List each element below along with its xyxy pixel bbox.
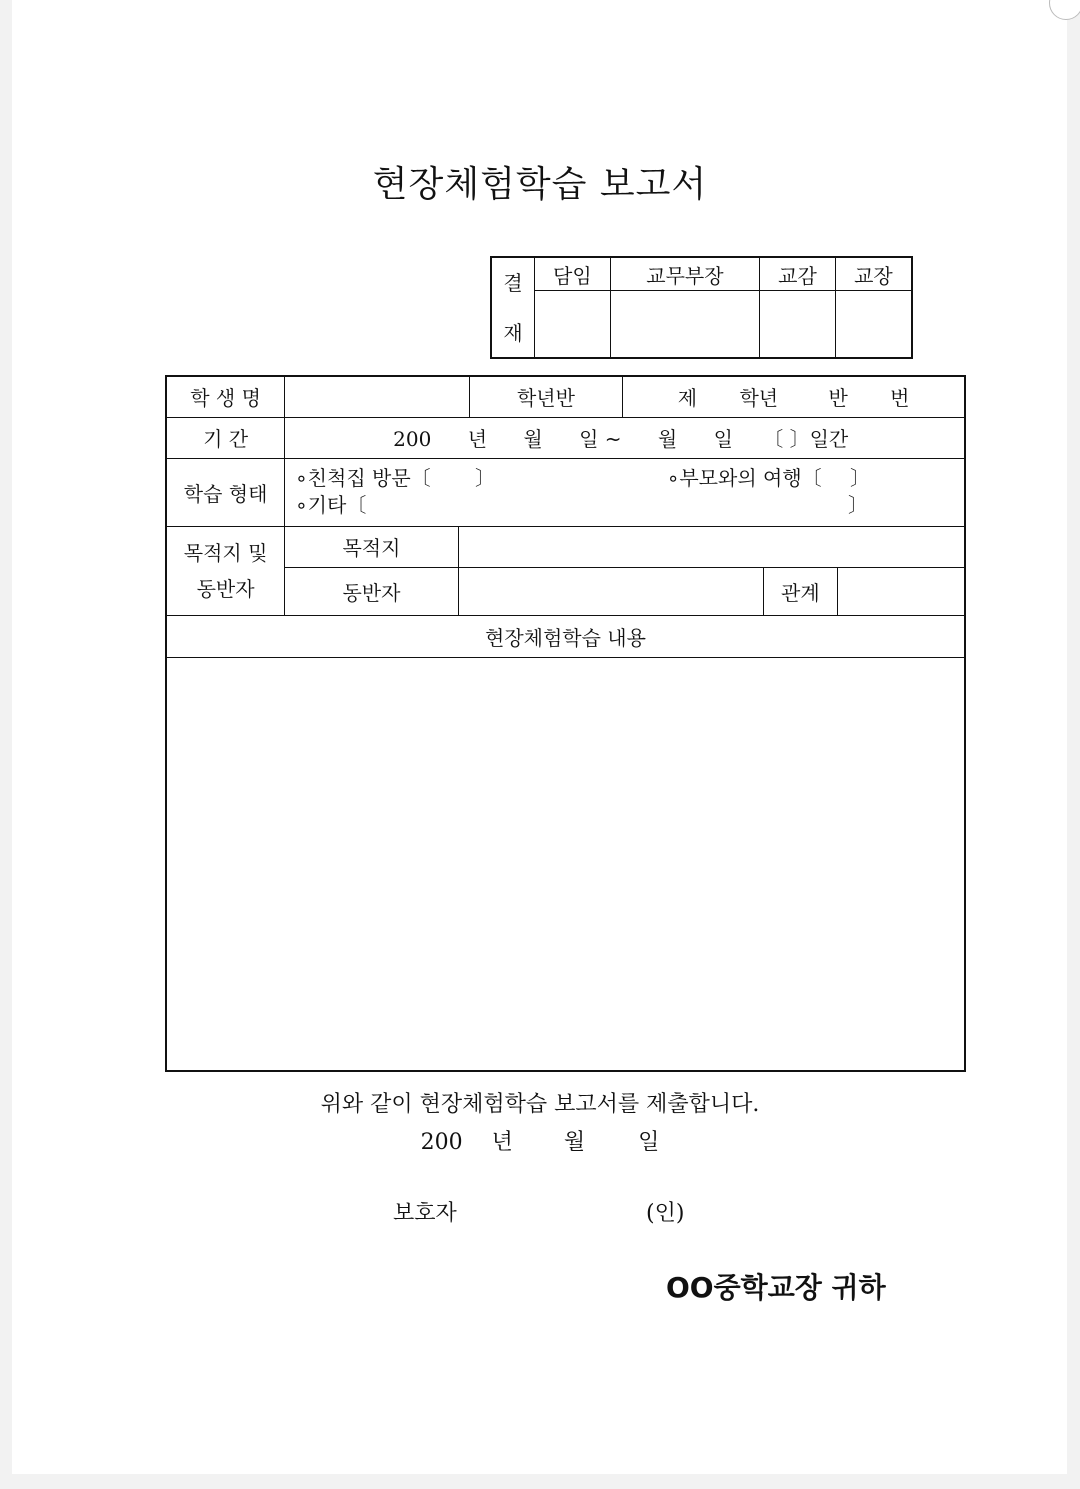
- grade-unit: 학년: [739, 386, 779, 411]
- addressee: OO중학교장 귀하: [666, 1271, 886, 1304]
- approval-col-principal: 교장: [835, 257, 912, 291]
- period-day1-unit: 일 ~: [579, 427, 622, 451]
- scroll-corner-indicator: [1049, 0, 1080, 20]
- submission-statement: 위와 같이 현장체험학습 보고서를 제출합니다.: [320, 1092, 760, 1117]
- companion-label: 동반자: [285, 567, 459, 615]
- relative-visit-label: ∘친척집 방문〔: [295, 466, 431, 490]
- destination-field[interactable]: [458, 526, 965, 567]
- relative-visit-close: 〕: [475, 466, 495, 490]
- parent-trip-label: ∘부모와의 여행〔: [666, 466, 822, 490]
- content-field[interactable]: [166, 657, 965, 1071]
- student-name-label: 학 생 명: [166, 376, 285, 417]
- approval-col-vice-principal: 교감: [760, 257, 836, 291]
- submission-date: [0, 1125, 1080, 1156]
- learning-type-line-2: [295, 492, 964, 519]
- student-name-field[interactable]: [285, 376, 470, 417]
- class-unit: 반: [828, 386, 848, 411]
- relative-visit-option[interactable]: [295, 465, 495, 492]
- destination-label: 목적지: [285, 526, 459, 567]
- approval-sign-principal[interactable]: [835, 291, 912, 359]
- submission-date-year-unit: 년: [491, 1130, 513, 1155]
- period-year-unit: 년: [467, 427, 488, 451]
- parent-trip-close: 〕: [850, 466, 870, 490]
- destination-group-label: [166, 526, 285, 615]
- destination-group-label-2: 동반자: [196, 576, 255, 601]
- period-days-bracket: 〔 〕일간: [763, 427, 849, 451]
- number-unit: 번: [890, 386, 910, 411]
- guardian-seal: (인): [646, 1201, 685, 1226]
- approval-label-top: 결: [503, 270, 523, 295]
- parent-trip-option[interactable]: [667, 465, 870, 492]
- period-month1-unit: 월: [523, 427, 543, 451]
- approval-sign-vice-principal[interactable]: [760, 291, 836, 359]
- approval-col-homeroom: 담임: [535, 257, 611, 291]
- guardian-label: 보호자: [393, 1201, 457, 1226]
- other-option-close: 〕: [848, 493, 868, 517]
- approval-sign-academic-head[interactable]: [610, 291, 759, 359]
- submission-date-year: 200: [420, 1130, 463, 1155]
- relation-field[interactable]: [837, 567, 965, 615]
- destination-group-label-1: 목적지 및: [183, 540, 268, 565]
- submission-date-month-unit: 월: [563, 1130, 586, 1155]
- period-label: 기 간: [166, 417, 285, 458]
- grade-je: 제: [677, 386, 698, 411]
- learning-type-line-1: [295, 465, 964, 492]
- period-year-prefix: 200: [393, 427, 432, 451]
- grade-class-field[interactable]: [623, 376, 965, 417]
- relation-label: 관계: [763, 567, 837, 615]
- approval-label: [491, 257, 535, 358]
- other-option-label[interactable]: ∘기타〔: [295, 493, 367, 517]
- content-header: 현장체험학습 내용: [166, 615, 965, 657]
- learning-type-label: 학습 형태: [166, 458, 285, 526]
- companion-field[interactable]: [458, 567, 763, 615]
- approval-label-bottom: 재: [503, 320, 523, 345]
- document-title: 현장체험학습 보고서: [372, 164, 708, 205]
- grade-class-label: 학년반: [469, 376, 623, 417]
- approval-table: [490, 256, 913, 359]
- learning-type-field[interactable]: [285, 458, 965, 526]
- report-form-table: [165, 375, 966, 1072]
- approval-sign-homeroom[interactable]: [535, 291, 611, 359]
- approval-col-academic-head: 교무부장: [610, 257, 759, 291]
- submission-date-day-unit: 일: [638, 1130, 660, 1155]
- period-day2-unit: 일: [713, 427, 733, 451]
- period-field[interactable]: [285, 417, 965, 458]
- period-month2-unit: 월: [657, 427, 678, 451]
